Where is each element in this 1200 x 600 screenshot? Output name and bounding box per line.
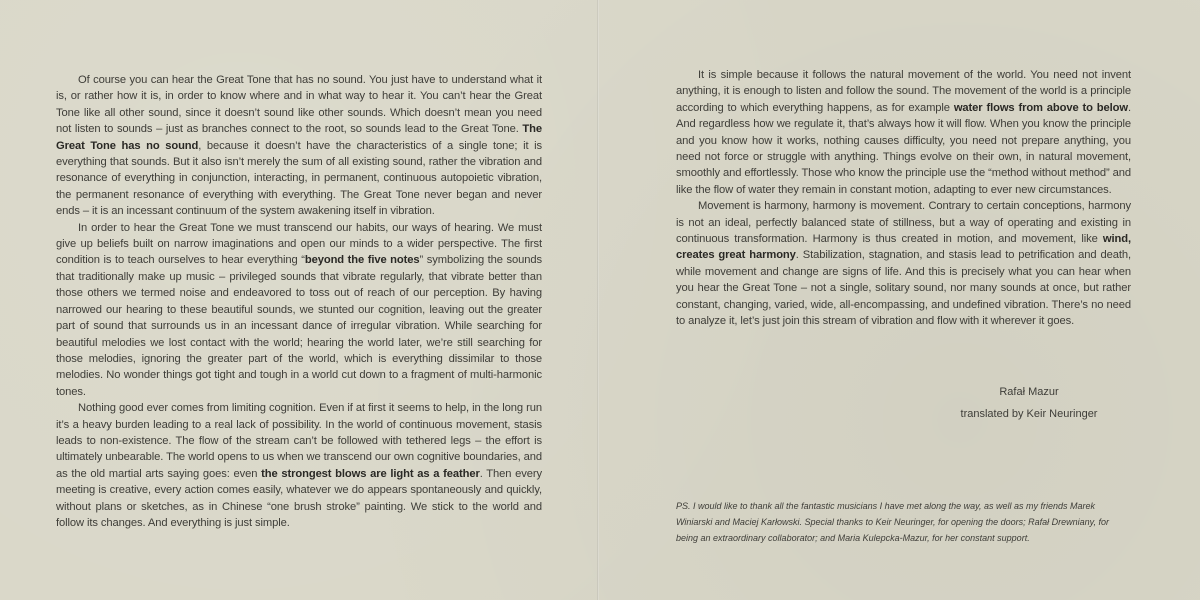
text-run: It is simple because it follows the natural movement of the world. You need not invent anything, it is enough to listen and follow the sound. The movement of the world is a principle according to which everything happens, as for example xyxy=(676,69,1131,114)
text-run: ” symbolizing the sounds that traditionally make up music – privileged sounds that vibrate regularly, that vibrate better than those others we termed noise and endeavored to toss out of reach of our perception. By having narrowed our hearing to these beautiful sounds, we stunted our cognition, leaving out the greater part of sound that surrounds us in an incessant dance of irregular vibration. While searching for beautiful melodies we lost contact with the world; hearing the world later, we’re still searching for those melodies, ignoring the greater part of the world, which is everything dissimilar to those melodies. No wonder things got tight and tough in a world cut down to a fragment of multi-harmonic tones. xyxy=(56,254,542,398)
paragraph xyxy=(56,400,542,531)
text-run: Of course you can hear the Great Tone that has no sound. You just have to understand what it is, or rather how it is, in order to know where and in what way to hear it. You can’t hear the Great Tone like all other sound, since it doesn’t sound like other sounds. Which doesn’t mean you need not listen to sounds – just as branches connect to the root, so sounds lead to the Great Tone. xyxy=(56,74,542,136)
text-run: . Then every meeting is creative, every action comes easily, whatever we do appears spontaneously and quickly, without plans or sketches, as in Chinese “one brush stroke” painting. We stick to the world and follow its changes. And everything is just simple. xyxy=(56,467,543,529)
text-run: Nothing good ever comes from limiting cognition. Even if at first it seems to help, in the long run it’s a heavy burden leading to a real lack of possibility. In the world of continuous movement, stasis leads to non-existence. The flow of the stream can’t be followed with tethered legs – the effort is ultimately unbearable. The world opens to us when we transcend our own cognitive boundaries, and as the old martial arts saying goes: even xyxy=(56,402,542,480)
paragraph xyxy=(56,220,542,400)
bold-phrase: beyond the five notes xyxy=(304,254,420,267)
text-run: , because it doesn’t have the characteristics of a single tone; it is everything that sounds. But it also isn’t merely the sum of all existing sound, rather the vibration and resonance of everything in conjunction, interacting, in permanent, continuous autopoietic vibration, the permanent resonance of everything with everything. The Great Tone never began and never ends – it is an incessant continuum of the system awakening itself in vibration. xyxy=(56,139,542,218)
translator-credit: translated by Keir Neuringer xyxy=(960,408,1098,420)
bold-phrase: The Great Tone has no sound xyxy=(56,123,542,152)
paragraph xyxy=(676,67,1131,198)
left-page xyxy=(0,0,597,600)
text-run: In order to hear the Great Tone we must transcend our habits, our ways of hearing. We must give up beliefs built on narrow imaginations and open our minds to a wider perspective. The first condition is to teach ourselves to hear everything “ xyxy=(56,221,542,267)
text-run: Movement is harmony, harmony is movement. Contrary to certain conceptions, harmony is not an ideal, perfectly balanced state of stillness, but a way of operating and existing in continuous transformation. Harmony is thus created in motion, and movement, like xyxy=(676,200,1131,246)
author-name: Rafał Mazur xyxy=(999,386,1059,398)
text-run: . And regardless how we regulate it, that’s always how it will flow. When you know the principle and you know how it works, nothing causes difficulty, you need not prepare anything, you need not force or struggle with anything. Things evolve on their own, in natural movement, smoothly and effortlessly. Those who know the principle use the “method without method” and like the flow of water they remain in constant motion, adapting to ever new circumstances. xyxy=(676,101,1131,196)
paragraph xyxy=(56,72,542,220)
right-page-text xyxy=(676,67,1131,330)
left-page-text xyxy=(56,72,542,531)
right-page xyxy=(599,0,1200,600)
bold-phrase: water flows from above to below xyxy=(953,101,1128,114)
bold-phrase: wind, creates great harmony xyxy=(676,233,1131,262)
bold-phrase: the strongest blows are light as a feather xyxy=(261,467,480,480)
postscript: PS. I would like to thank all the fantastic musicians I have met along the way, as well as my friends Marek Winiarski and Maciej Karłowski. Special thanks to Keir Neuringer, for opening the doors; Rafał Drewniany, for being an extraordinary collaborator; and Maria Kulepcka-Mazur, for her constant support. xyxy=(676,501,1109,543)
paragraph xyxy=(676,198,1131,329)
text-run: . Stabilization, stagnation, and stasis lead to petrification and death, while movement and change are signs of life. And this is precisely what you can hear when you hear the Great Tone – not a single, solitary sound, nor many sounds at once, but rather constant, changing, varied, wide, all-encompassing, and undefined vibration. There’s no need to analyze it, let’s just join this stream of vibration and flow with it wherever it goes. xyxy=(676,249,1131,328)
